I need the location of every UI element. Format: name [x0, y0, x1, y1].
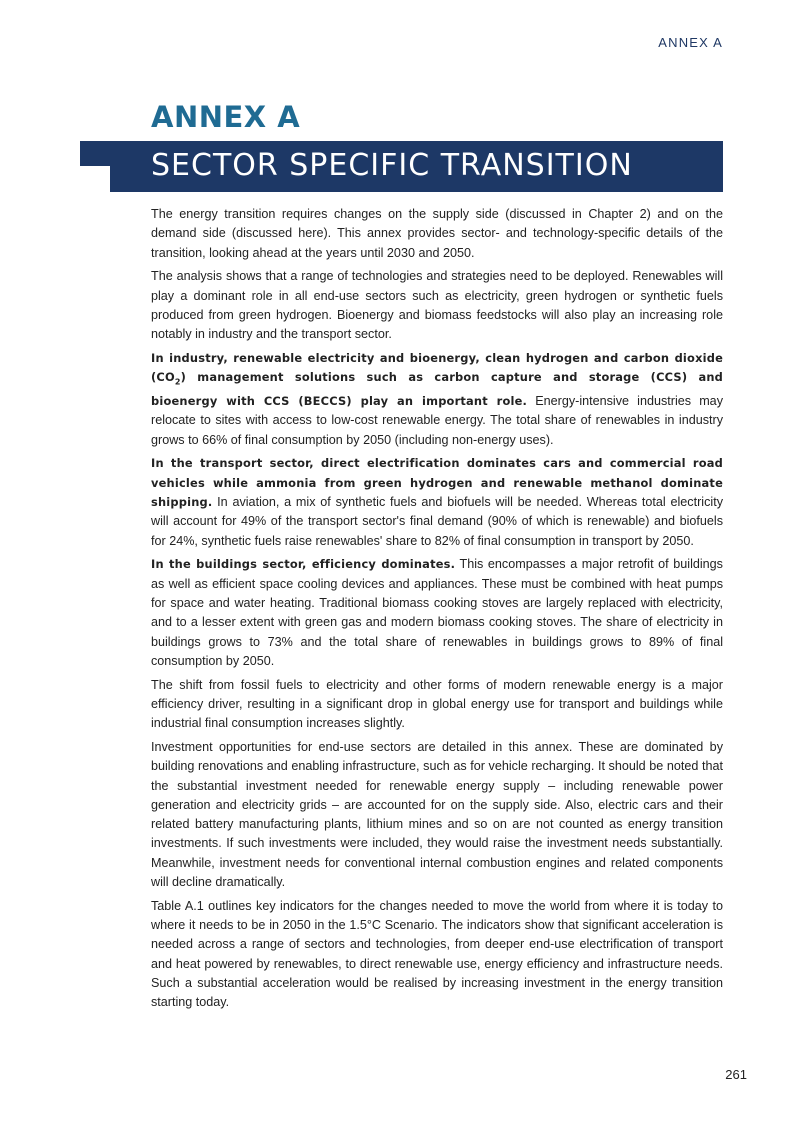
- section-title: SECTOR SPECIFIC TRANSITION: [151, 148, 633, 183]
- paragraph: [151, 555, 723, 671]
- paragraph-rest: This encompasses a major retrofit of buildings as well as efficient space cooling devices and appliances. These must be combined with heat pumps for space and water heating. Traditional biomass cooking stoves are largely replaced with electricity, and to a lesser extent with green gas and modern biomass cooking stoves. The share of electricity in buildings grows to 73% and the total share of renewables in buildings grows to 89% of final consumption by 2050.: [151, 557, 723, 668]
- paragraph: The shift from fossil fuels to electricity and other forms of modern renewable energy is a major efficiency driver, resulting in a significant drop in global energy use for transport and buildings while industrial final consumption increases slightly.: [151, 677, 723, 731]
- bold-lead-b: ) management solutions such as carbon capture and storage (CCS) and bioenergy with CCS (BECCS) play an important role.: [151, 370, 723, 408]
- page-number: 261: [725, 1067, 747, 1082]
- paragraph-rest: In aviation, a mix of synthetic fuels and biofuels will be needed. Whereas total electricity will account for 49% of the transport sector's final demand (90% of which is renewable) and biofuels for 24%, synthetic fuels raise renewables' share to 82% of final consumption in transport by 2050.: [151, 494, 723, 548]
- bold-lead: In the transport sector, direct electrification dominates cars and commercial road vehicles while ammonia from green hydrogen and renewable methanol dominate shipping.: [151, 456, 723, 509]
- paragraph-rest: Energy-intensive industries may relocate to sites with access to low-cost renewable energy. The total share of renewables in industry grows to 66% of final consumption by 2050 (including non-energy uses).: [151, 393, 723, 447]
- running-head: ANNEX A: [658, 35, 723, 50]
- annex-title: ANNEX A: [151, 100, 301, 134]
- subscript: 2: [174, 377, 181, 387]
- paragraph: The energy transition requires changes on the supply side (discussed in Chapter 2) and on the demand side (discussed here). This annex provides sector- and technology-specific details of the transition, looking ahead at the years until 2030 and 2050.: [151, 207, 723, 260]
- bold-lead-a: In industry, renewable electricity and bioenergy, clean hydrogen and carbon dioxide (CO: [151, 351, 723, 385]
- paragraph: [151, 349, 723, 450]
- body-text: [151, 205, 723, 1017]
- banner-notch: [80, 166, 110, 193]
- paragraph: Table A.1 outlines key indicators for the changes needed to move the world from where it is today to where it needs to be in 2050 in the 1.5°C Scenario. The indicators show that significant acceleration is needed across a range of sectors and technologies, from deeper end-use electrification of transport and heat powered by renewables, to direct renewable use, energy efficiency and infrastructure needs. Such a substantial acceleration would be realised by increasing investment in the energy transition starting today.: [151, 898, 723, 1010]
- paragraph: [151, 454, 723, 550]
- paragraph: Investment opportunities for end-use sectors are detailed in this annex. These are dominated by building renovations and enabling infrastructure, such as for vehicle recharging. It should be noted that the substantial investment needed for renewable energy supply – including renewable power generation and electricity grids – are accounted for on the supply side. Also, electric cars and their related battery manufacturing plants, lithium mines and so on are not counted as energy transition investments. If such investments were included, they would raise the investment needs substantially. Meanwhile, investment needs for conventional internal combustion engines and related components will decline dramatically.: [151, 740, 723, 890]
- paragraph: The analysis shows that a range of technologies and strategies need to be deployed. Renewables will play a dominant role in all end-use sectors such as electricity, green hydrogen or synthetic fuels produced from green hydrogen. Bioenergy and biomass feedstocks will also play an increasing role notably in industry and the transport sector.: [151, 269, 723, 342]
- bold-lead: In the buildings sector, efficiency dominates.: [151, 557, 456, 572]
